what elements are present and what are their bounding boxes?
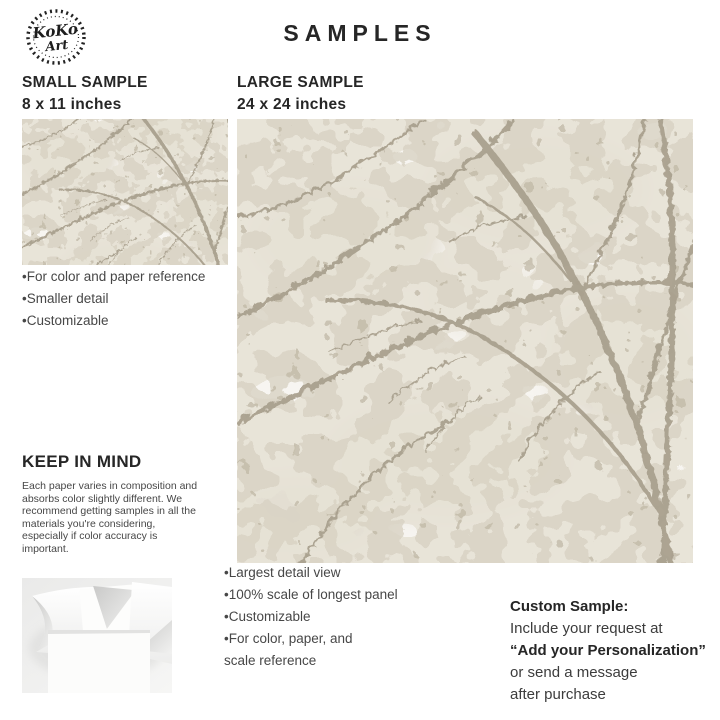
logo-word-1: KoKo (31, 19, 79, 42)
custom-sample-line: Include your request at (510, 620, 663, 637)
list-item: • 100% scale of longest panel (224, 584, 424, 606)
small-sample-artwork (22, 119, 228, 265)
tree-watercolor-large (237, 119, 693, 563)
custom-sample-heading: Custom Sample: (510, 598, 629, 615)
tree-watercolor-small (22, 119, 228, 265)
keep-in-mind-heading: KEEP IN MIND (22, 452, 142, 471)
custom-sample-line-personalization: “Add your Personalization” (510, 642, 706, 659)
list-item: • Smaller detail (22, 288, 227, 310)
large-sample-bullets (224, 562, 424, 672)
page-title: SAMPLES (283, 20, 437, 46)
keep-in-mind-section (22, 452, 200, 555)
small-sample-header (22, 72, 148, 116)
list-item: • Largest detail view (224, 562, 424, 584)
paper-samples-photo (22, 578, 172, 693)
list-item: • Customizable (22, 310, 227, 332)
large-sample-size: 24 x 24 inches (237, 96, 347, 113)
small-sample-heading: SMALL SAMPLE (22, 74, 148, 91)
logo-word-2: Art (44, 37, 70, 55)
large-sample-heading: LARGE SAMPLE (237, 74, 364, 91)
keep-in-mind-body: Each paper varies in composition and absorbs color slightly different. We recommend getting samples in all the materials you're considering, especially if color accuracy is important. (22, 480, 198, 555)
list-item: • Customizable (224, 606, 424, 628)
list-item: • For color and paper reference (22, 266, 227, 288)
large-sample-header (237, 72, 364, 116)
small-sample-size: 8 x 11 inches (22, 96, 122, 113)
custom-sample-section (510, 596, 715, 706)
large-sample-artwork (237, 119, 693, 563)
list-item: • For color, paper, and scale reference (224, 628, 376, 672)
custom-sample-line: after purchase (510, 686, 606, 703)
custom-sample-line: or send a message (510, 664, 638, 681)
small-sample-bullets (22, 266, 227, 332)
paper-sheets-image (22, 578, 172, 693)
